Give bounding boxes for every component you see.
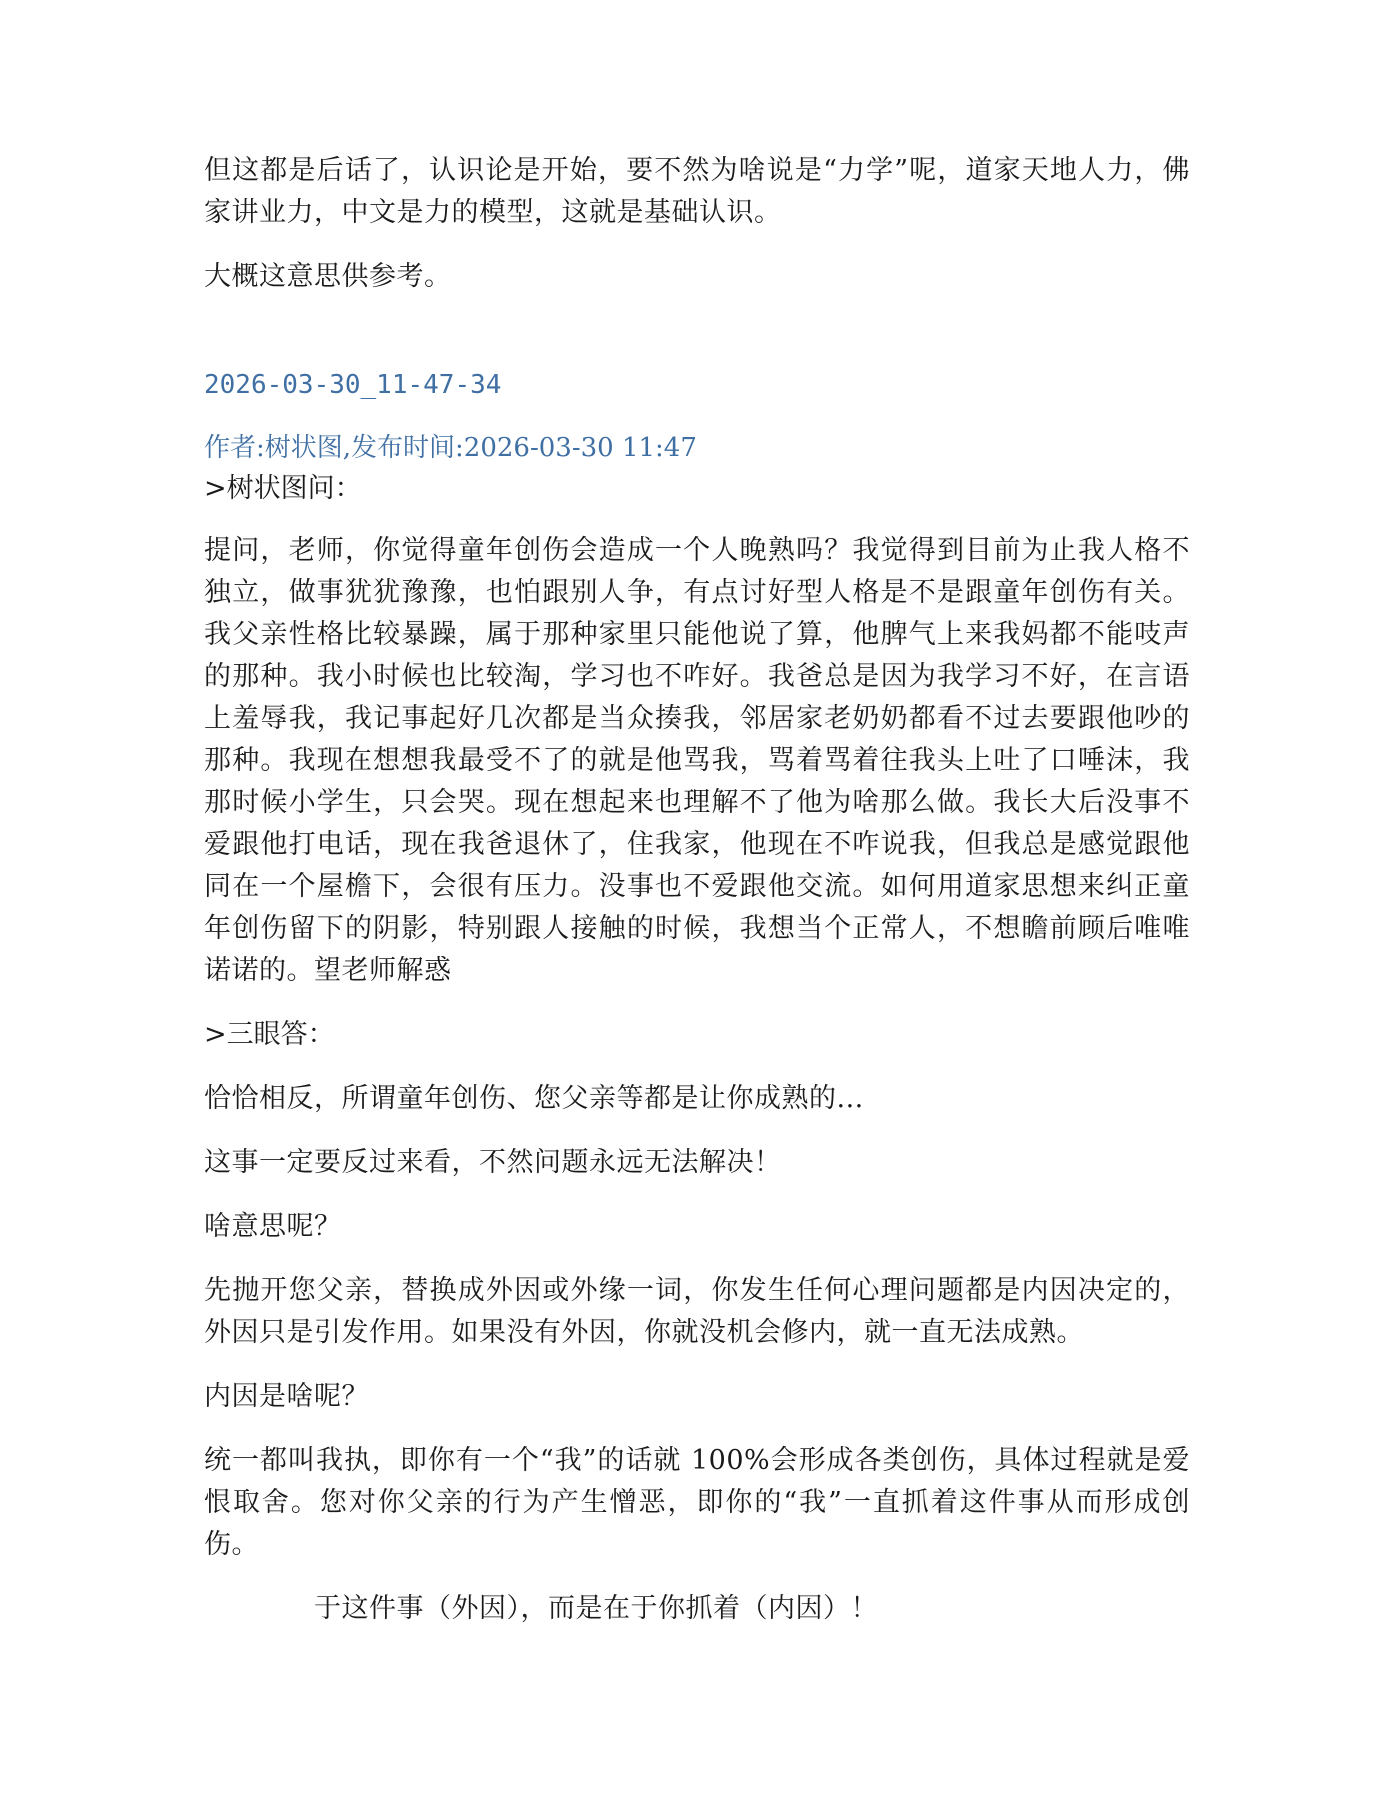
answer-paragraph: 先抛开您父亲，替换成外因或外缘一词，你发生任何心理问题都是内因决定的，外因只是引发作用。如果没有外因，你就没机会修内，就一直无法成熟。 xyxy=(204,1275,1190,1348)
post-id: 2026-03-30_11-47-34 xyxy=(204,370,502,400)
question-text: 提问，老师，你觉得童年创伤会造成一个人晚熟吗？我觉得到目前为止我人格不独立，做事犹犹豫豫，也怕跟别人争，有点讨好型人格是不是跟童年创伤有关。我父亲性格比较暴躁，属于那种家里只能他说了算，他脾气上来我妈都不能吱声的那种。我小时候也比较淘，学习也不咋好。我爸总是因为我学习不好，在言语上羞辱我，我记事起好几次都是当众揍我，邻居家老奶奶都看不过去要跟他吵的那种。我现在想想我最受不了的就是他骂我，骂着骂着往我头上吐了口唾沫，我那时候小学生，只会哭。现在想起来也理解不了他为啥那么做。我长大后没事不爱跟他打电话，现在我爸退休了，住我家，他现在不咋说我，但我总是感觉跟他同在一个屋檐下，会很有压力。没事也不爱跟他交流。如何用道家思想来纠正童年创伤留下的阴影，特别跟人接触的时候，我想当个正常人，不想瞻前顾后唯唯诺诺的。望老师解惑 xyxy=(204,535,1190,986)
answer-paragraph: 这事一定要反过来看，不然问题永远无法解决！ xyxy=(204,1147,782,1178)
answer-paragraph: 内因是啥呢？ xyxy=(204,1381,369,1412)
answer-paragraph: 恰恰相反，所谓童年创伤、您父亲等都是让你成熟的... xyxy=(204,1083,864,1114)
post-meta: 作者:树状图,发布时间:2026-03-30 11:47 xyxy=(204,433,697,463)
answer-label: >三眼答： xyxy=(204,1019,335,1050)
document-page xyxy=(204,150,1190,1630)
intro-paragraph: 但这都是后话了，认识论是开始，要不然为啥说是“力学”呢，道家天地人力，佛家讲业力，中文是力的模型，这就是基础认识。 xyxy=(204,155,1190,228)
question-label: >树状图问： xyxy=(204,473,362,504)
answer-closing-line: 于这件事（外因），而是在于你抓着（内因）！ xyxy=(314,1593,878,1624)
answer-paragraph: 统一都叫我执，即你有一个“我”的话就 100%会形成各类创伤，具体过程就是爱恨取舍。您对你父亲的行为产生憎恶，即你的“我”一直抓着这件事从而形成创伤。 xyxy=(204,1445,1190,1560)
intro-closing: 大概这意思供参考。 xyxy=(204,261,452,292)
section-spacer xyxy=(204,320,1190,364)
answer-paragraph: 啥意思呢？ xyxy=(204,1211,342,1242)
